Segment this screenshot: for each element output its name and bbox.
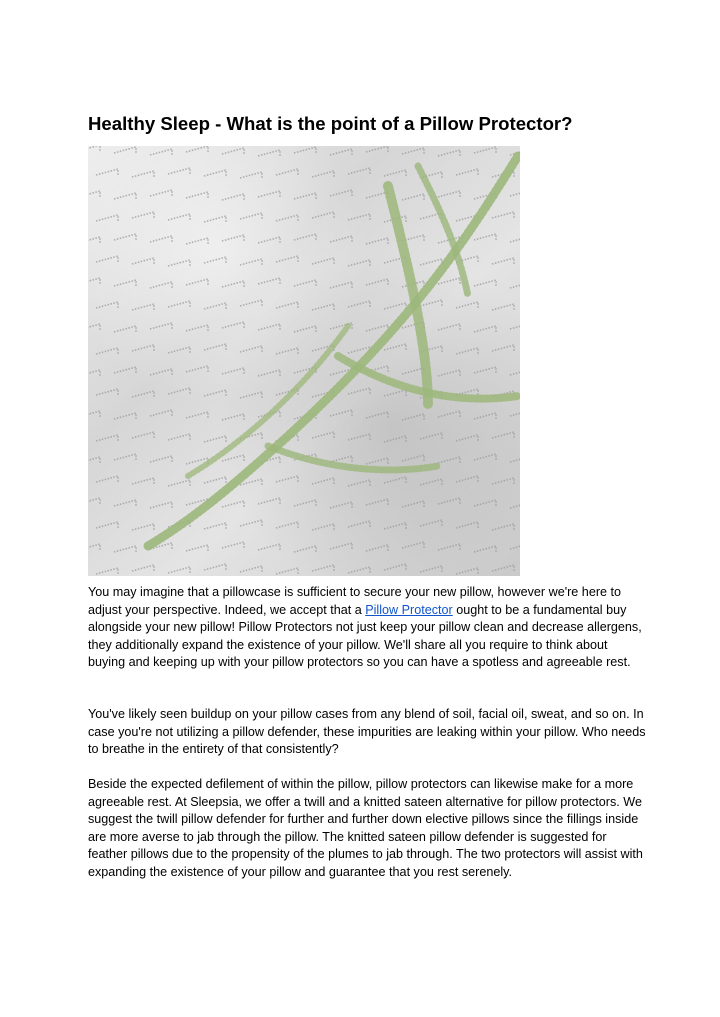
document-title: Healthy Sleep - What is the point of a Pillow Protector?: [88, 113, 573, 134]
paragraph-protector-types: Beside the expected defilement of within the pillow, pillow protectors can likewise make for a more agreeable rest. At Sleepsia, we offer a twill and a knitted sateen alternative for pillow protectors. We suggest the twill pillow defender for further and further down elective pillows since the fillings inside are more averse to jab through the pillow. The knitted sateen pillow defender is suggested for feather pillows due to the propensity of the plumes to jab through. The two protectors will assist with expanding the existence of your pillow and guarantee that you rest serenely.: [88, 777, 643, 879]
pillow-protector-image: [88, 146, 520, 576]
paragraph-intro-text-start: You may imagine that a pillowcase is sufficient to secure your new pillow, however we're here to adjust your perspective. Indeed, we accept that a: [88, 585, 622, 617]
paragraph-intro: [88, 584, 648, 672]
pillow-protector-link[interactable]: Pillow Protector: [365, 602, 453, 617]
fabric-texture-graphic: [88, 146, 520, 576]
paragraph-intro-text-end: ought to be a fundamental buy alongside your new pillow! Pillow Protectors not just keep your pillow clean and decrease allergens, they additionally expand the existence of your pillow. We'll share all you require to think about buying and keeping up with your pillow protectors so you can have a spotless and agreeable rest.: [88, 602, 642, 670]
paragraph-buildup: You've likely seen buildup on your pillow cases from any blend of soil, facial oil, sweat, and so on. In case you're not utilizing a pillow defender, these impurities are leaking within your pillow. Who needs to breathe in the entirety of that consistently?: [88, 707, 646, 757]
